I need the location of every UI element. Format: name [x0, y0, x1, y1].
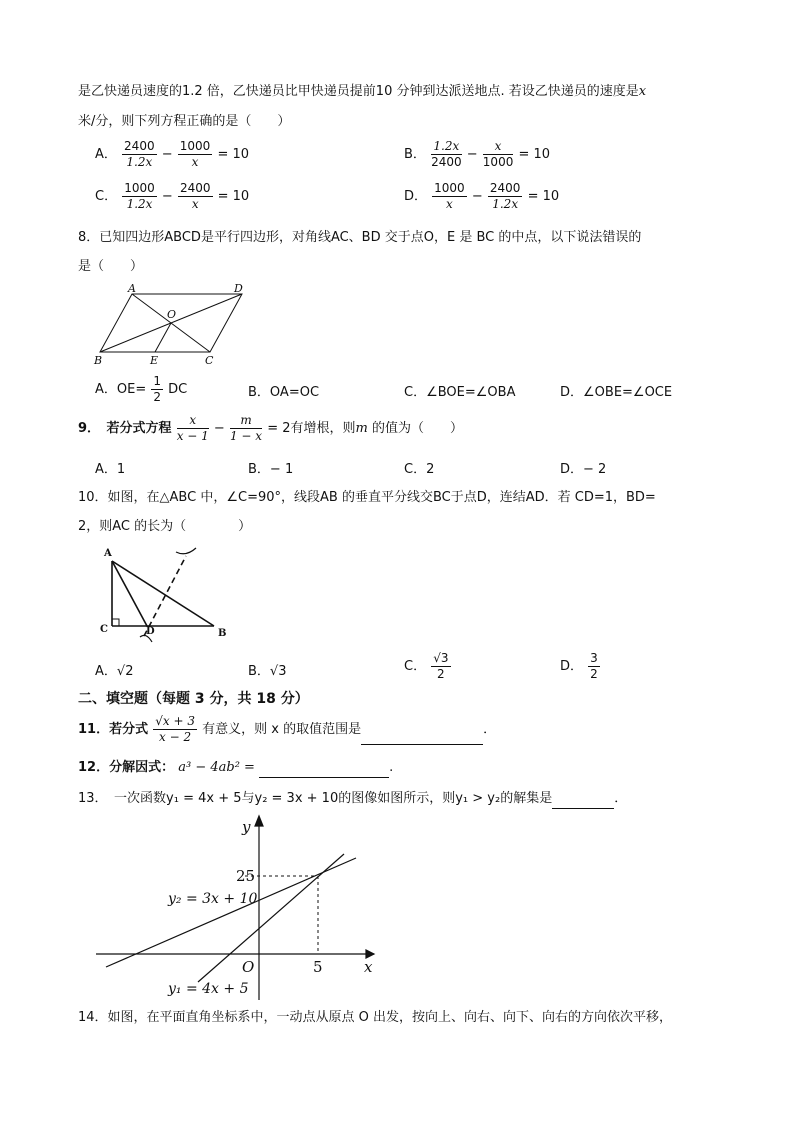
- q8-label-d: D: [234, 282, 243, 295]
- q13-y-axis-label: y: [242, 818, 251, 836]
- q9-option-d[interactable]: D．− 2: [560, 462, 607, 477]
- q8-line2: 是（ ）: [78, 259, 144, 274]
- q8-option-d[interactable]: D．∠OBE=∠OCE: [560, 385, 673, 400]
- q11-answer-blank[interactable]: [361, 730, 483, 745]
- q8-option-a[interactable]: A．OE= $\frac{1}{2}$ DC: [95, 374, 188, 404]
- q10-option-d[interactable]: D． $\frac{3}{2}$: [560, 651, 598, 681]
- q10-label-c: C: [100, 624, 108, 635]
- q8-label-e: E: [150, 354, 159, 367]
- q8-line1: 8．已知四边形ABCD是平行四边形，对角线AC、BD 交于点O，E 是 BC 的中点，以下说法错误的: [78, 230, 642, 245]
- q7-option-b[interactable]: B． $\frac{1.2x}{2400}$ − $\frac{x}{1000}$ = 10: [404, 139, 551, 169]
- q9-option-a[interactable]: A．1: [95, 462, 126, 477]
- q10-option-b[interactable]: B．√3: [248, 664, 287, 679]
- q8-label-a: A: [128, 282, 136, 295]
- q13-tick-5: 5: [313, 958, 323, 976]
- q13-line-y1-label: y₁ = 4x + 5: [168, 981, 249, 997]
- q8-option-b[interactable]: B．OA=OC: [248, 385, 320, 400]
- q8-option-c[interactable]: C．∠BOE=∠OBA: [404, 385, 516, 400]
- q10-option-c[interactable]: C． $\frac{√3}{2}$: [404, 651, 449, 681]
- q13-tick-25: 25: [236, 867, 256, 885]
- q10-label-d: D: [146, 626, 155, 637]
- q10-line2: 2，则AC 的长为（ ）: [78, 519, 252, 534]
- q7-option-c[interactable]: C． $\frac{1000}{1.2x}$ − $\frac{2400}{x}$ = 10: [95, 181, 250, 211]
- q8-parallelogram-figure: [90, 282, 260, 368]
- q7-option-d[interactable]: D． $\frac{1000}{x}$ − $\frac{2400}{1.2x}$ = 10: [404, 181, 560, 211]
- q10-option-a[interactable]: A．√2: [95, 664, 134, 679]
- q12-answer-blank[interactable]: [259, 763, 389, 778]
- q10-line1: 10．如图，在△ABC 中，∠C=90°，线段AB 的垂直平分线交BC于点D，连结AD．若 CD=1，BD=: [78, 490, 656, 505]
- q10-triangle-figure: [92, 540, 242, 648]
- q7-line1: 是乙快递员速度的1.2 倍，乙快递员比甲快递员提前10 分钟到达派送地点. 若设乙快递员的速度是x: [78, 84, 647, 99]
- q13-function-graph: [92, 812, 388, 1004]
- q14-stem: 14．如图，在平面直角坐标系中，一动点从原点 O 出发，按向上、向右、向下、向右的方向依次平移，: [78, 1010, 673, 1025]
- q10-label-b: B: [218, 628, 227, 639]
- q8-label-c: C: [205, 354, 214, 367]
- q9-stem: 9． 若分式方程 $\frac{x}{x - 1}$ − $\frac{m}{1 - x}$ = 2有增根，则m 的值为（ ）: [78, 413, 463, 443]
- q11-stem: 11．若分式 $\frac{√x + 3}{x - 2}$ 有意义，则 x 的取值范围是 ．: [78, 714, 497, 744]
- q7-option-a[interactable]: A． $\frac{2400}{1.2x}$ − $\frac{1000}{x}$ = 10: [95, 139, 250, 169]
- q7-line2: 米/分，则下列方程正确的是（ ）: [78, 114, 291, 129]
- q8-label-o: O: [167, 308, 177, 321]
- q10-label-a: A: [104, 548, 112, 559]
- q13-answer-blank[interactable]: [552, 794, 614, 809]
- q13-x-axis-label: x: [364, 958, 373, 976]
- section-title-fill-in: 二、填空题（每题 3 分，共 18 分）: [78, 691, 309, 707]
- q9-option-b[interactable]: B．− 1: [248, 462, 294, 477]
- q12-stem: 12．分解因式： a³ − 4ab² = .: [78, 758, 393, 778]
- q9-option-c[interactable]: C．2: [404, 462, 435, 477]
- q13-stem: 13． 一次函数y₁ = 4x + 5与y₂ = 3x + 10的图像如图所示，则y₁ > y₂的解集是 ．: [78, 789, 627, 809]
- q8-label-b: B: [94, 354, 103, 367]
- q13-line-y2-label: y₂ = 3x + 10: [168, 891, 258, 907]
- q13-origin-label: O: [242, 958, 255, 976]
